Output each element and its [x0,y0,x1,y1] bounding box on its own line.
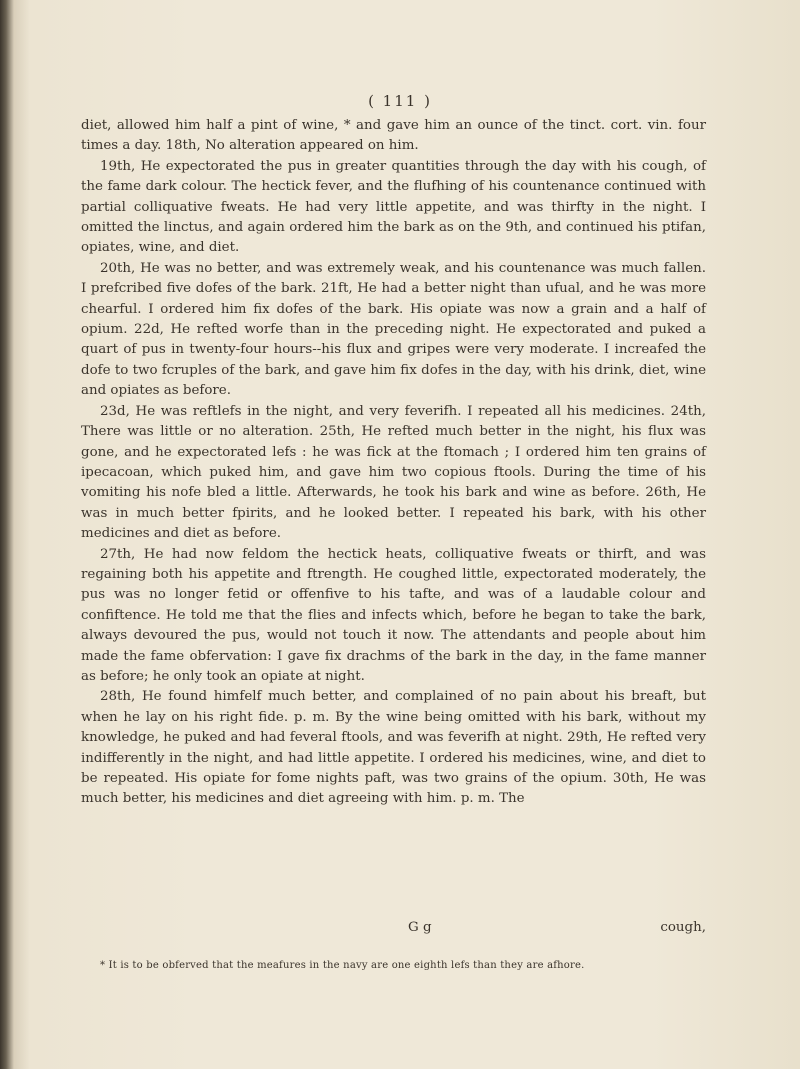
paragraph: 27th, He had now feldom the hectick heats, colliquative fweats or thirft, and was regaining both his appetite and ftrength. He coughed little, expectorated moderately, the pus was no longer fetid or offenfive to his tafte, and was of a laudable colour and confiftence. He told me that the flies and infects which, before he began to take the bark, always devoured the pus, would not touch it now. The attendants and people about him made the fame obfervation: I gave fix drachms of the bark in the day, in the fame manner as before; he only took an opiate at night. [81,546,706,684]
page-number: ( 111 ) [368,92,432,110]
paragraph: 19th, He expectorated the pus in greater quantities through the day with his cough, of the fame dark colour. The hectick fever, and the flufhing of his countenance continued with partial colliquative fweats. He had very little appetite, and was thirfty in the night. I omitted the linctus, and again ordered him the bark as on the 9th, and continued his ptifan, opiates, wine, and diet. [81,158,706,256]
footnote: * It is to be obferved that the meafures in the navy are one eighth lefs than they are afhore. [100,960,585,971]
body-text [81,116,706,810]
paragraph: 28th, He found himfelf much better, and complained of no pain about his breaft, but when he lay on his right fide. p. m. By the wine being omitted with his bark, without my knowledge, he puked and had feveral ftools, and was feverifh at night. 29th, He refted very indifferently in the night, and had little appetite. I ordered his medicines, wine, and diet to be repeated. His opiate for fome nights paft, was two grains of the opium. 30th, He was much better, his medicines and diet agreeing with him. p. m. The [81,689,706,807]
paragraph: 20th, He was no better, and was extremely weak, and his countenance was much fallen. I prefcribed five dofes of the bark. 21ft, He had a better night than ufual, and he was more chearful. I ordered him fix dofes of the bark. His opiate was now a grain and a half of opium. 22d, He refted worfe than in the preceding night. He expectorated and puked a quart of pus in twenty-four hours--his flux and gripes were very moderate. I increafed the dofe to two fcruples of the bark, and gave him fix dofes in the day, with his drink, diet, wine and opiates as before. [81,260,706,399]
signature-mark: G g [408,920,432,935]
catchword: cough, [660,920,706,935]
paragraph: 23d, He was reftlefs in the night, and very feverifh. I repeated all his medicines. 24th, There was little or no alteration. 25th, He refted much better in the night, his flux was gone, and he expectorated lefs : he was fick at the ftomach ; I ordered him ten grains of ipecacoan, which puked him, and gave him two copious ftools. During the time of his vomiting his nofe bled a little. Afterwards, he took his bark and wine as before. 26th, He was in much better fpirits, and he looked better. I repeated his bark, with his other medicines and diet as before. [81,403,706,542]
page-foot-line [81,920,706,940]
paragraph: diet, allowed him half a pint of wine, * and gave him an ounce of the tinct. cort. vin. four times a day. 18th, No alteration appeared on him. [81,118,706,154]
